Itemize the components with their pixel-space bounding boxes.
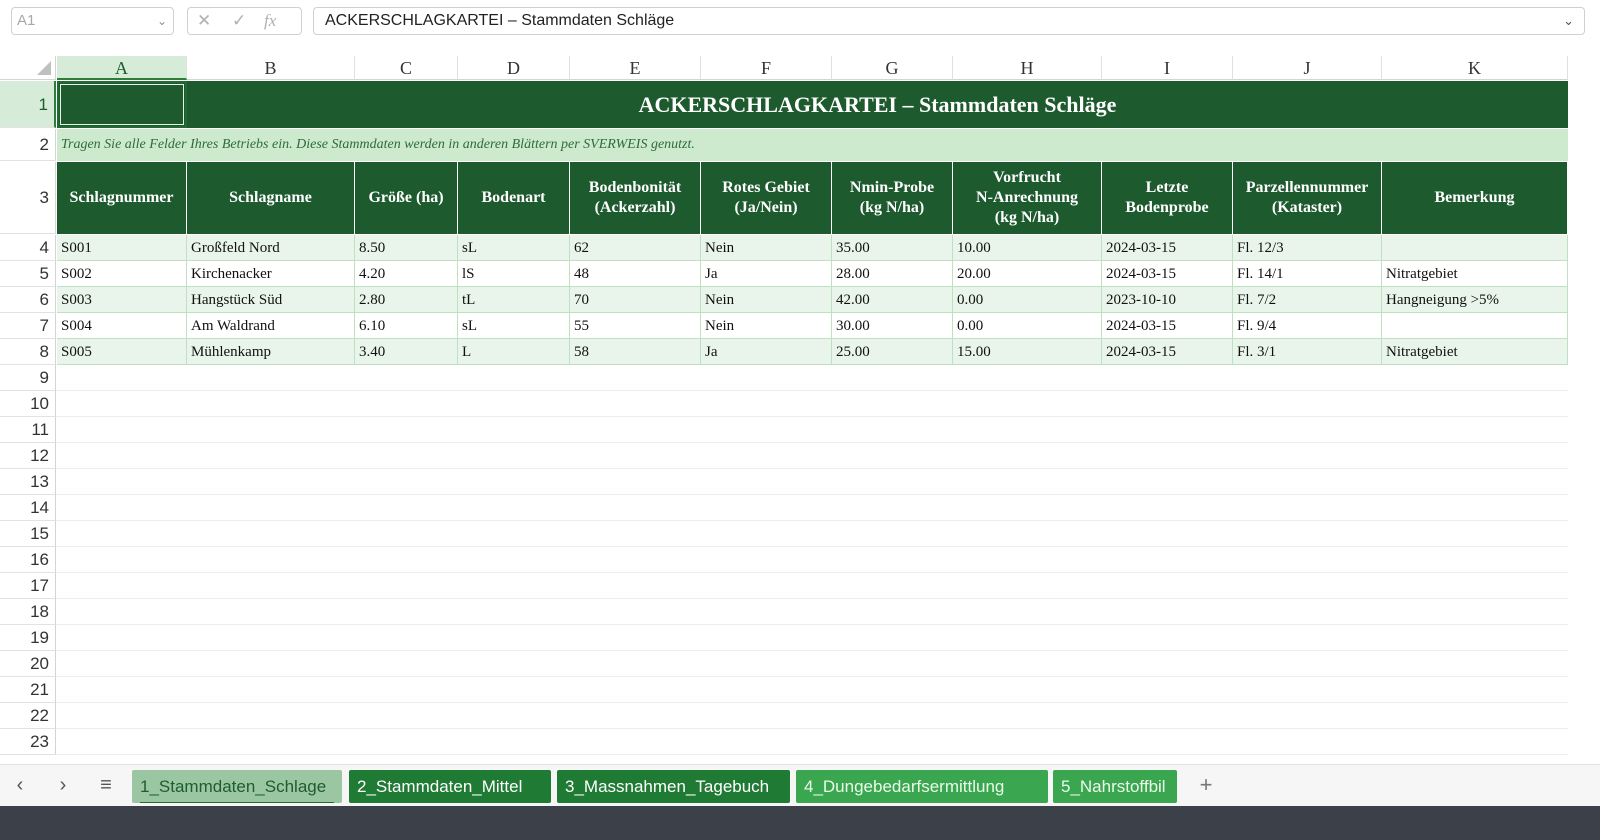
table-header-a[interactable]: Schlagnummer [57,162,187,234]
table-cell[interactable]: 8.50 [355,235,458,261]
table-header-i[interactable]: Letzte Bodenprobe [1102,162,1233,234]
table-cell[interactable]: Fl. 14/1 [1233,261,1382,287]
row-header-11[interactable]: 11 [0,417,56,443]
row-header-9[interactable]: 9 [0,365,56,391]
table-cell[interactable]: Ja [701,261,832,287]
selected-cell-a1[interactable] [57,81,187,128]
table-cell[interactable]: sL [458,235,570,261]
table-cell[interactable]: Nitratgebiet [1382,261,1568,287]
table-cell[interactable]: Hangneigung >5% [1382,287,1568,313]
table-cell[interactable]: Fl. 7/2 [1233,287,1382,313]
table-cell[interactable]: 42.00 [832,287,953,313]
table-cell[interactable]: Kirchenacker [187,261,355,287]
table-cell[interactable]: 10.00 [953,235,1102,261]
table-cell[interactable]: 25.00 [832,339,953,365]
row-header-4[interactable]: 4 [0,235,56,261]
row-header-10[interactable]: 10 [0,391,56,417]
table-cell[interactable]: 28.00 [832,261,953,287]
prev-sheet-icon[interactable]: ‹ [16,774,24,796]
table-cell[interactable]: sL [458,313,570,339]
table-header-h[interactable]: Vorfrucht N-Anrechnung (kg N/ha) [953,162,1102,234]
row-header-3[interactable]: 3 [0,162,56,234]
row-header-5[interactable]: 5 [0,261,56,287]
table-cell[interactable]: Ja [701,339,832,365]
status-bar [0,806,1600,840]
table-cell[interactable]: 2024-03-15 [1102,261,1233,287]
row-header-22[interactable]: 22 [0,703,56,729]
table-cell[interactable]: 58 [570,339,701,365]
table-cell[interactable]: S005 [57,339,187,365]
column-header-e[interactable]: E [570,56,701,80]
gridline [56,702,1568,703]
table-header-b[interactable]: Schlagname [187,162,355,234]
gridline [56,390,1568,391]
table-cell[interactable]: 55 [570,313,701,339]
row-header-8[interactable]: 8 [0,339,56,365]
table-cell[interactable]: Nein [701,287,832,313]
gridline [56,468,1568,469]
table-cell[interactable]: 2024-03-15 [1102,339,1233,365]
column-header-c[interactable]: C [355,56,458,80]
table-cell[interactable]: Nitratgebiet [1382,339,1568,365]
gridline [56,572,1568,573]
table-cell[interactable]: S004 [57,313,187,339]
table-cell[interactable]: S003 [57,287,187,313]
column-header-h[interactable]: H [953,56,1102,80]
table-cell[interactable]: S002 [57,261,187,287]
select-all-corner[interactable] [0,56,56,80]
table-cell[interactable]: Fl. 9/4 [1233,313,1382,339]
table-header-j[interactable]: Parzellennummer (Kataster) [1233,162,1382,234]
column-header-d[interactable]: D [458,56,570,80]
column-header-k[interactable]: K [1382,56,1568,80]
gridline [56,754,1568,755]
table-cell[interactable]: 20.00 [953,261,1102,287]
table-header-d[interactable]: Bodenart [458,162,570,234]
table-cell[interactable]: 2024-03-15 [1102,235,1233,261]
row-header-2[interactable]: 2 [0,129,56,161]
sheet-tab-5[interactable]: 5_Nahrstoffbil [1053,770,1177,803]
table-cell[interactable]: 15.00 [953,339,1102,365]
expand-chevron-icon[interactable]: ⌄ [1563,13,1574,28]
gridline [56,546,1568,547]
table-header-g[interactable]: Nmin-Probe (kg N/ha) [832,162,953,234]
table-cell[interactable] [1382,313,1568,339]
gridline [56,650,1568,651]
column-header-a[interactable]: A [57,56,187,80]
sheet-tab-1[interactable]: 1_Stammdaten_Schlage [132,770,342,803]
row-header-20[interactable]: 20 [0,651,56,677]
table-cell[interactable]: 2024-03-15 [1102,313,1233,339]
table-cell[interactable]: 0.00 [953,313,1102,339]
table-cell[interactable]: Fl. 12/3 [1233,235,1382,261]
formula-bar [0,0,1600,42]
row-header-21[interactable]: 21 [0,677,56,703]
formula-value: ACKERSCHLAGKARTEI – Stammdaten Schläge [325,12,675,29]
table-cell[interactable]: 6.10 [355,313,458,339]
column-header-f[interactable]: F [701,56,832,80]
column-header-j[interactable]: J [1233,56,1382,80]
table-cell[interactable]: L [458,339,570,365]
row-header-17[interactable]: 17 [0,573,56,599]
column-header-g[interactable]: G [832,56,953,80]
table-cell[interactable] [1382,235,1568,261]
column-header-i[interactable]: I [1102,56,1233,80]
sheet-tab-2[interactable]: 2_Stammdaten_Mittel [349,770,551,803]
gridline [56,598,1568,599]
sheet-tab-3[interactable]: 3_Massnahmen_Tagebuch [557,770,790,803]
gridline [56,728,1568,729]
table-cell[interactable]: 2023-10-10 [1102,287,1233,313]
table-cell[interactable]: 3.40 [355,339,458,365]
table-header-k[interactable]: Bemerkung [1382,162,1568,234]
table-cell[interactable]: Am Waldrand [187,313,355,339]
table-cell[interactable]: Hangstück Süd [187,287,355,313]
table-cell[interactable]: 35.00 [832,235,953,261]
gridline [56,494,1568,495]
cancel-icon[interactable]: ✕ [197,11,212,30]
sheet-list-icon[interactable]: ≡ [100,774,112,796]
table-cell[interactable]: 0.00 [953,287,1102,313]
row-header-23[interactable]: 23 [0,729,56,755]
row-header-14[interactable]: 14 [0,495,56,521]
gridline [56,624,1568,625]
formula-input[interactable] [313,7,1585,35]
table-cell[interactable]: 48 [570,261,701,287]
table-cell[interactable]: 2.80 [355,287,458,313]
row-header-13[interactable]: 13 [0,469,56,495]
table-cell[interactable]: Fl. 3/1 [1233,339,1382,365]
table-cell[interactable]: S001 [57,235,187,261]
formula-actions [187,7,302,35]
table-cell[interactable]: Großfeld Nord [187,235,355,261]
gridline [56,416,1568,417]
add-sheet-icon[interactable]: + [1199,772,1213,797]
sheet-tab-4[interactable]: 4_Dungebedarfsermittlung [796,770,1048,803]
row-header-16[interactable]: 16 [0,547,56,573]
row-header-15[interactable]: 15 [0,521,56,547]
name-box-value: A1 [17,12,36,29]
table-cell[interactable]: tL [458,287,570,313]
gridline [56,520,1568,521]
fx-icon[interactable]: fx [264,11,277,30]
confirm-icon[interactable]: ✓ [232,11,247,30]
table-cell[interactable]: lS [458,261,570,287]
table-cell[interactable]: 4.20 [355,261,458,287]
row-header-6[interactable]: 6 [0,287,56,313]
table-header-c[interactable]: Größe (ha) [355,162,458,234]
chevron-down-icon[interactable]: ⌄ [156,14,167,28]
table-cell[interactable]: 30.00 [832,313,953,339]
table-cell[interactable]: 62 [570,235,701,261]
table-cell[interactable]: 70 [570,287,701,313]
column-header-b[interactable]: B [187,56,355,80]
row-header-18[interactable]: 18 [0,599,56,625]
next-sheet-icon[interactable]: › [59,774,67,796]
sheet-subtitle[interactable]: Tragen Sie alle Felder Ihres Betriebs ein. Diese Stammdaten werden in anderen Blättern per SVERWEIS genutzt. [57,129,1568,161]
row-header-19[interactable]: 19 [0,625,56,651]
table-cell[interactable]: Mühlenkamp [187,339,355,365]
table-cell[interactable]: Nein [701,235,832,261]
sheet-tab-bar [0,764,1600,806]
gridline [56,442,1568,443]
table-header-f[interactable]: Rotes Gebiet (Ja/Nein) [701,162,832,234]
table-header-e[interactable]: Bodenbonität (Ackerzahl) [570,162,701,234]
name-box[interactable] [11,7,174,35]
row-header-1[interactable]: 1 [0,81,56,128]
table-cell[interactable]: Nein [701,313,832,339]
row-header-7[interactable]: 7 [0,313,56,339]
row-header-12[interactable]: 12 [0,443,56,469]
sheet-title[interactable]: ACKERSCHLAGKARTEI – Stammdaten Schläge [57,81,1568,128]
gridline [56,676,1568,677]
spreadsheet-grid[interactable] [0,56,1600,764]
